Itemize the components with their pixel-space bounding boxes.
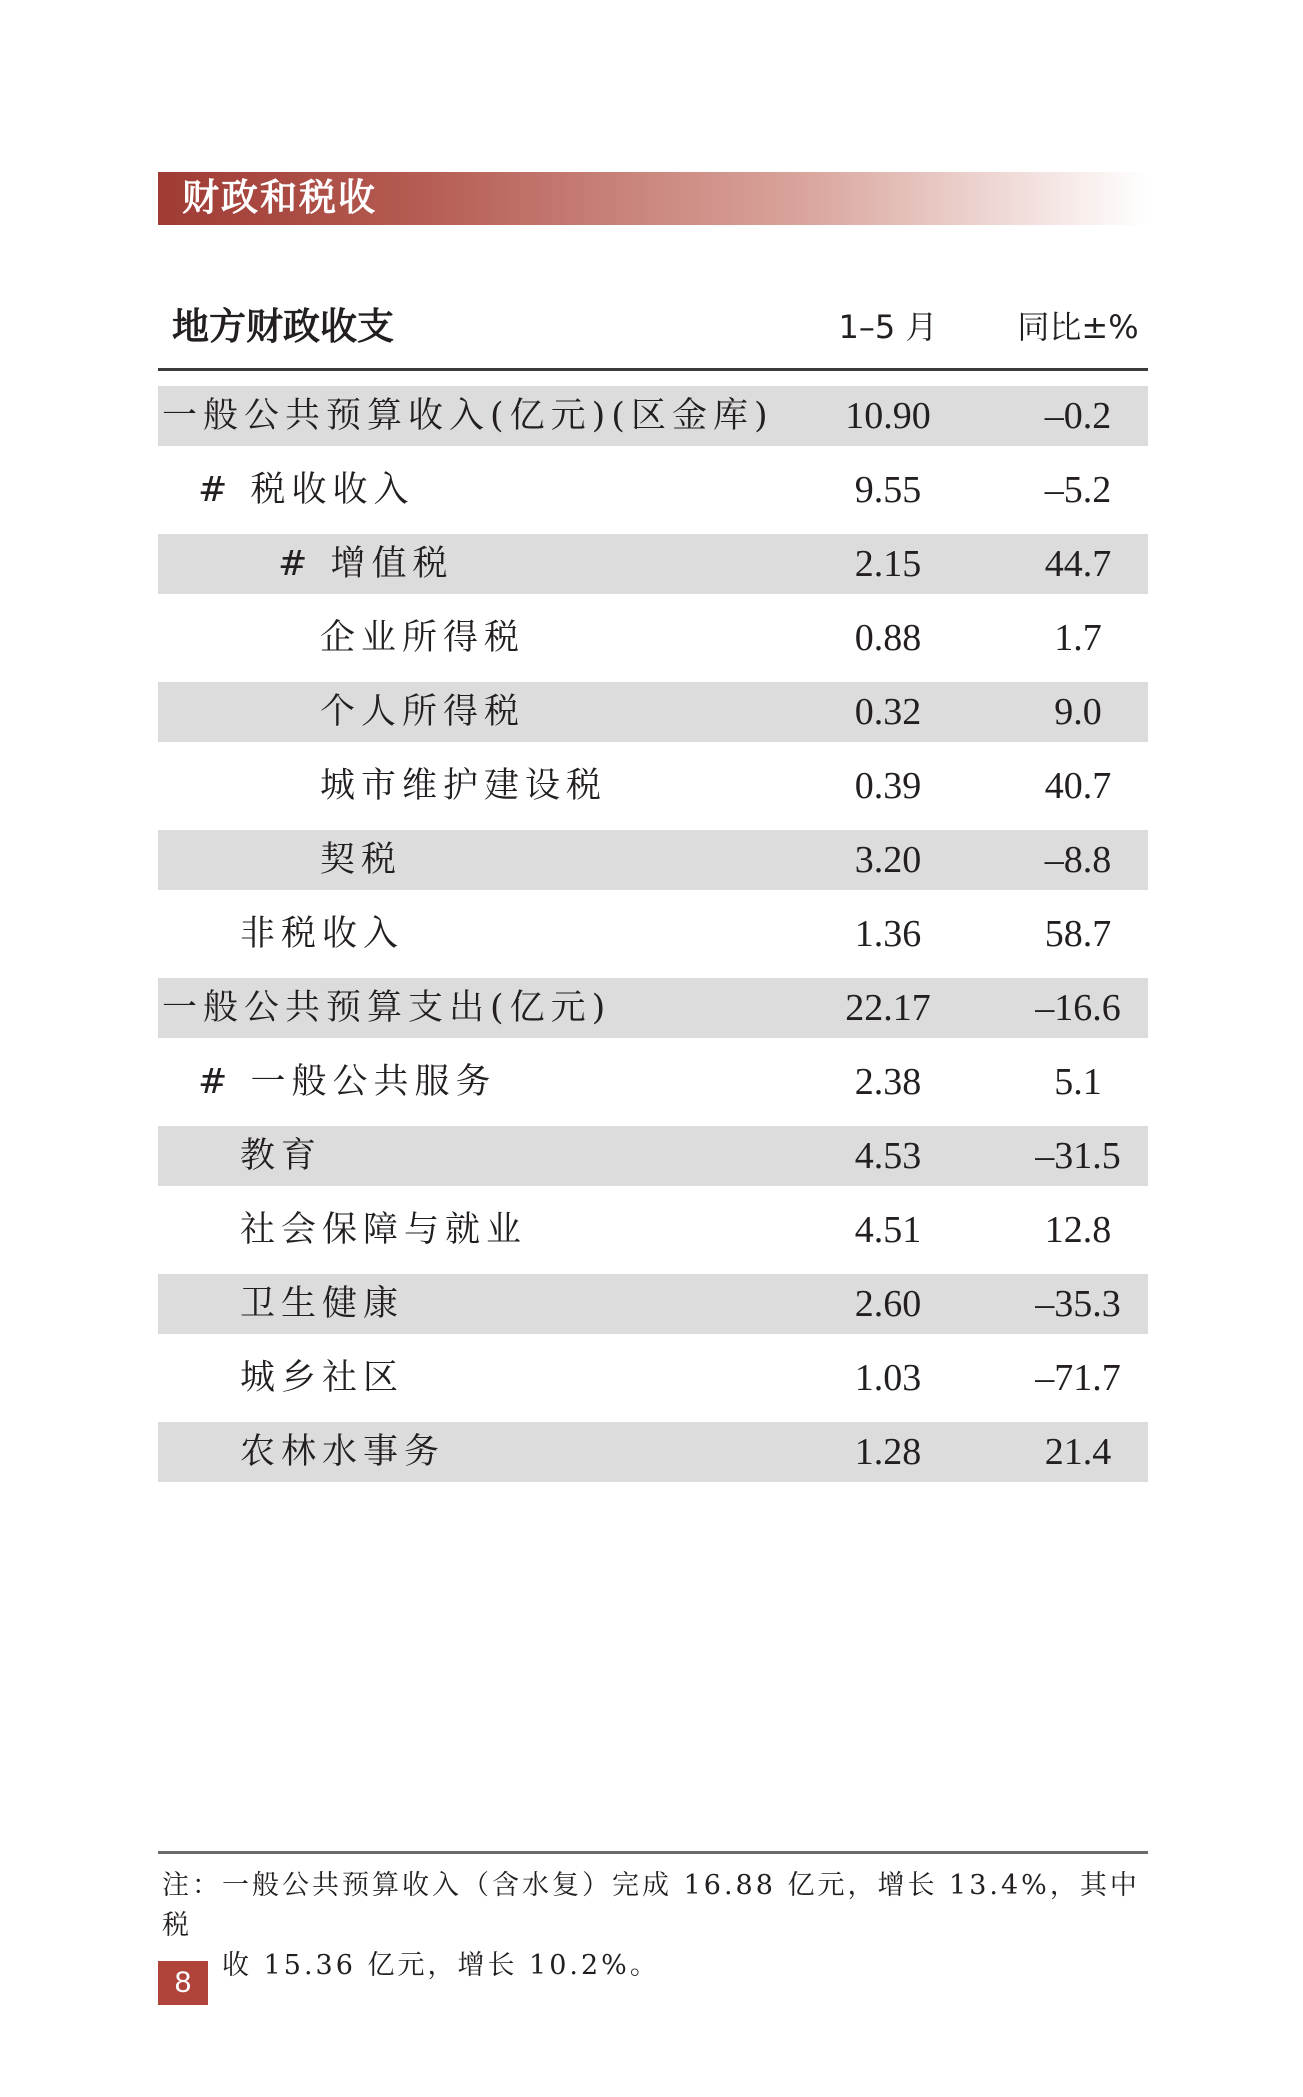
- row-label: # 增值税: [278, 544, 454, 584]
- row-label: 个人所得税: [320, 692, 526, 732]
- finance-table: [158, 292, 1148, 1482]
- table-row: [158, 460, 1148, 520]
- page-number: 8: [158, 1961, 208, 2005]
- table-top-rule: [158, 368, 1148, 371]
- row-change: 12.8: [1044, 1209, 1112, 1251]
- row-change: –31.5: [1035, 1135, 1121, 1177]
- footnote-line-2: 收 15.36 亿元，增长 10.2%。: [222, 1950, 660, 1981]
- row-label: 卫生健康: [240, 1284, 405, 1324]
- table-row: [158, 1126, 1148, 1186]
- row-value: 2.38: [854, 1061, 922, 1103]
- table-row: [158, 682, 1148, 742]
- table-bottom-rule: [158, 1851, 1148, 1854]
- row-change: –0.2: [1044, 395, 1112, 437]
- row-change: 44.7: [1044, 543, 1112, 585]
- row-change: 58.7: [1044, 913, 1112, 955]
- row-value: 22.17: [845, 987, 931, 1029]
- row-value: 0.39: [854, 765, 922, 807]
- row-value: 0.32: [854, 691, 922, 733]
- table-title: 地方财政收支: [172, 305, 394, 348]
- row-label: 一般公共预算收入(亿元)(区金库): [162, 396, 774, 436]
- row-change: 9.0: [1054, 691, 1102, 733]
- row-value: 0.88: [854, 617, 922, 659]
- row-value: 2.15: [854, 543, 922, 585]
- table-header: [158, 292, 1148, 368]
- footnote: [162, 1866, 1152, 1986]
- table-row: [158, 830, 1148, 890]
- row-change: 1.7: [1054, 617, 1102, 659]
- row-label: 教育: [240, 1136, 323, 1176]
- table-row: [158, 534, 1148, 594]
- table-row: [158, 1274, 1148, 1334]
- row-label: 城市维护建设税: [320, 766, 608, 806]
- table-row: [158, 608, 1148, 668]
- table-row: [158, 1200, 1148, 1260]
- row-label: 一般公共预算支出(亿元): [162, 988, 612, 1028]
- row-value: 3.20: [854, 839, 922, 881]
- row-label: 社会保障与就业: [240, 1210, 528, 1250]
- row-value: 9.55: [854, 469, 922, 511]
- row-label: # 一般公共服务: [198, 1062, 497, 1102]
- row-change: –5.2: [1044, 469, 1112, 511]
- row-value: 1.36: [854, 913, 922, 955]
- row-change: –71.7: [1035, 1357, 1121, 1399]
- row-label: 农林水事务: [240, 1432, 446, 1472]
- section-banner: [158, 172, 1148, 225]
- table-row: [158, 1052, 1148, 1112]
- table-row: [158, 756, 1148, 816]
- footnote-line-1: 注：一般公共预算收入（含水复）完成 16.88 亿元，增长 13.4%，其中税: [162, 1870, 1140, 1941]
- row-change: 21.4: [1044, 1431, 1112, 1473]
- table-row: [158, 1348, 1148, 1408]
- row-change: –35.3: [1035, 1283, 1121, 1325]
- column-header-period: 1–5 月: [838, 308, 938, 346]
- row-label: 非税收入: [240, 914, 405, 954]
- table-row: [158, 904, 1148, 964]
- table-row: [158, 1422, 1148, 1482]
- row-change: –16.6: [1035, 987, 1121, 1029]
- row-value: 2.60: [854, 1283, 922, 1325]
- table-body: [158, 386, 1148, 1482]
- row-value: 10.90: [845, 395, 931, 437]
- table-row: [158, 386, 1148, 446]
- row-label: # 税收收入: [198, 470, 415, 510]
- row-value: 1.28: [854, 1431, 922, 1473]
- row-label: 契税: [320, 840, 403, 880]
- row-change: 40.7: [1044, 765, 1112, 807]
- section-title: 财政和税收: [182, 176, 377, 219]
- row-value: 4.51: [854, 1209, 922, 1251]
- row-change: 5.1: [1054, 1061, 1102, 1103]
- row-value: 1.03: [854, 1357, 922, 1399]
- column-header-yoy: 同比±%: [1017, 308, 1139, 346]
- table-row: [158, 978, 1148, 1038]
- row-label: 城乡社区: [240, 1358, 405, 1398]
- row-change: –8.8: [1044, 839, 1112, 881]
- row-label: 企业所得税: [320, 618, 526, 658]
- row-value: 4.53: [854, 1135, 922, 1177]
